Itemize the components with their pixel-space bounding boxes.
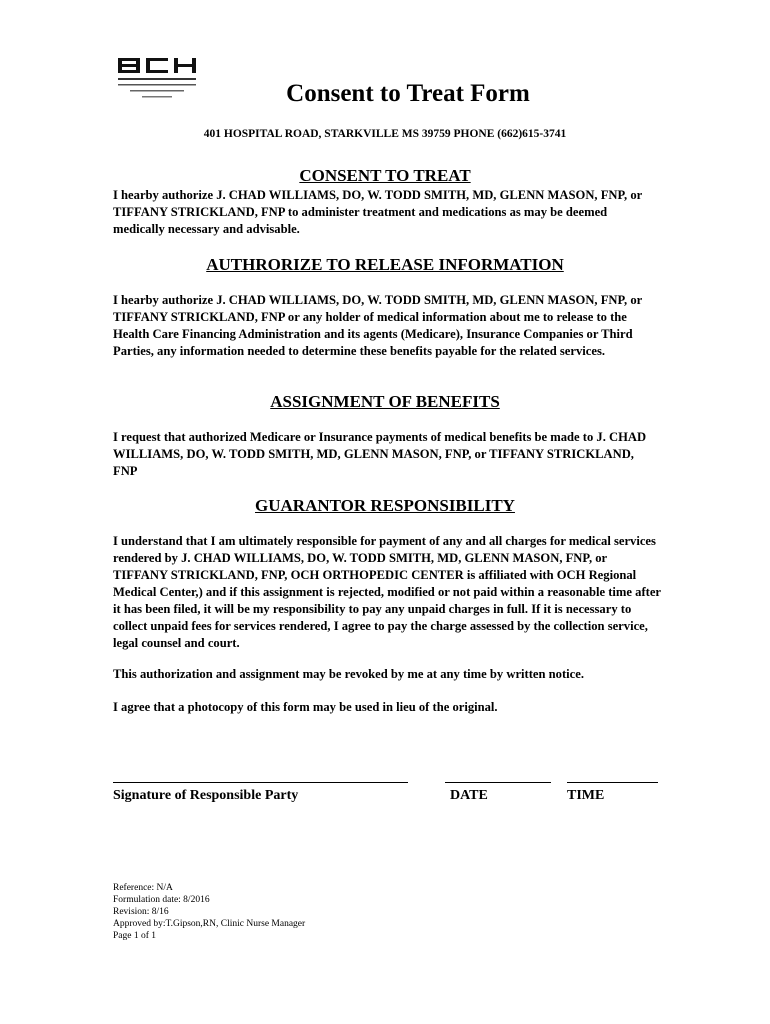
document-footer — [113, 882, 305, 942]
clinic-address: 401 HOSPITAL ROAD, STARKVILLE MS 39759 PHONE (662)615-3741 — [203, 128, 567, 140]
consent-heading: CONSENT TO TREAT — [299, 166, 471, 185]
reference-text: Reference: N/A — [113, 883, 173, 893]
release-heading: AUTHRORIZE TO RELEASE INFORMATION — [206, 255, 564, 274]
consent-text: I hearby authorize J. CHAD WILLIAMS, DO, W. TODD SMITH, MD, GLENN MASON, FNP, or TIFFANY STRICKLAND, FNP to administer treatment and medications as may be deemed medically necessary and advisable. — [113, 188, 642, 236]
page-number-text: Page 1 of 1 — [113, 931, 157, 941]
assignment-text: I request that authorized Medicare or Insurance payments of medical benefits be made to J. CHAD WILLIAMS, DO, W. TODD SMITH, MD, GLENN MASON, FNP, or TIFFANY STRICKLAND, FNP — [113, 430, 647, 478]
approved-by-text: Approved by:T.Gipson,RN, Clinic Nurse Manager — [113, 919, 306, 929]
formulation-date-text: Formulation date: 8/2016 — [113, 895, 210, 905]
signature-line[interactable] — [113, 782, 408, 783]
date-label: DATE — [450, 788, 488, 803]
signature-label: Signature of Responsible Party — [113, 788, 299, 803]
assignment-heading: ASSIGNMENT OF BENEFITS — [270, 392, 500, 411]
guarantor-heading: GUARANTOR RESPONSIBILITY — [255, 496, 515, 515]
photocopy-text: I agree that a photocopy of this form may be used in lieu of the original. — [113, 700, 498, 714]
time-line[interactable] — [567, 782, 658, 783]
revocation-text: This authorization and assignment may be revoked by me at any time by written notice. — [113, 667, 584, 681]
guarantor-text: I understand that I am ultimately responsible for payment of any and all charges for medical services rendered by J. CHAD WILLIAMS, DO, W. TODD SMITH, MD, GLENN MASON, FNP, or TIFFANY STRICKLAND, FNP, OCH ORTHOPEDIC CENTER is affiliated with OCH Regional Medical Center,) and if this assignment is rejected, modified or not paid within a reasonable time after it has been filed, it will be my responsibility to pay any unpaid charges in full. If it is necessary to collect unpaid fees for services rendered, I agree to pay the charge assessed by the collection service, legal counsel and court. — [113, 534, 661, 650]
form-title: Consent to Treat Form — [286, 80, 530, 107]
release-text: I hearby authorize J. CHAD WILLIAMS, DO, W. TODD SMITH, MD, GLENN MASON, FNP, or TIFFANY STRICKLAND, FNP or any holder of medical information about me to release to the Health Care Financing Administration and its agents (Medicare), Insurance Companies or Third Parties, any information needed to determine these benefits payable for the related services. — [113, 293, 642, 358]
date-line[interactable] — [445, 782, 551, 783]
time-label: TIME — [567, 788, 605, 803]
revision-text: Revision: 8/16 — [113, 907, 169, 917]
